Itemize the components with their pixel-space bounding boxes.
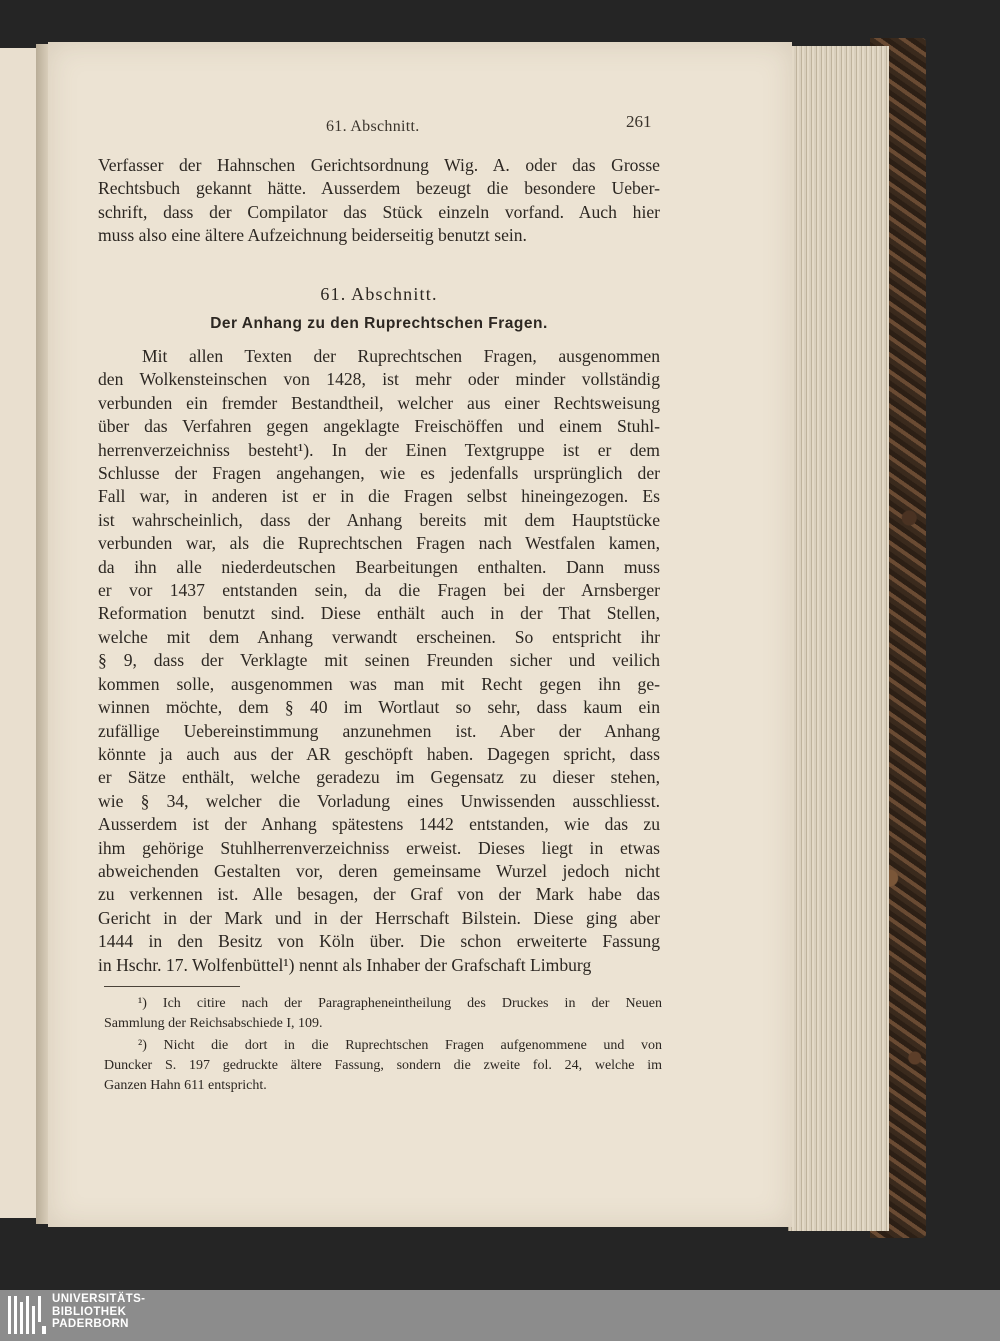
- intro-text: [98, 154, 660, 248]
- text-line: ihm gehörige Stuhlherrenverzeichniss erweist. Dieses liegt in etwas: [98, 837, 660, 858]
- text-line: muss also eine ältere Aufzeichnung beiderseitig benutzt sein.: [98, 225, 527, 246]
- footnote: [104, 994, 662, 1034]
- left-page-edge: [0, 48, 38, 1218]
- section-title: Der Anhang zu den Ruprechtschen Fragen.: [210, 315, 548, 332]
- text-line: ist wahrscheinlich, dass der Anhang bereits mit dem Hauptstücke: [98, 509, 660, 530]
- text-line: abweichenden Gestalten vor, deren gemeinsame Wurzel jedoch nicht: [98, 860, 660, 881]
- text-line: herrenverzeichniss besteht¹). In der Einen Textgruppe ist er dem: [98, 439, 660, 460]
- text-line: verbunden war, als die Ruprechtschen Fragen nach Westfalen kamen,: [98, 533, 660, 554]
- text-line: zufällige Uebereinstimmung anzunehmen ist. Aber der Anhang: [98, 720, 660, 741]
- footnote-divider: [104, 986, 240, 987]
- text-line: Ausserdem ist der Anhang spätestens 1442 entstanden, wie das zu: [98, 814, 660, 835]
- body-text: [98, 345, 660, 977]
- text-line: in Hschr. 17. Wolfenbüttel¹) nennt als Inhaber der Grafschaft Limburg: [98, 954, 592, 975]
- library-name-line-3: PADERBORN: [52, 1318, 129, 1330]
- text-line: da ihn alle niederdeutschen Bearbeitungen enthalten. Dann muss: [98, 556, 660, 577]
- body-paragraph: [98, 345, 660, 977]
- running-head: 61. Abschnitt.: [326, 118, 420, 135]
- text-line: Schlusse der Fragen angehangen, wie es jedenfalls ursprünglich der: [98, 463, 660, 484]
- text-line: kommen solle, ausgenommen was man mit Recht gegen ihn ge-: [98, 673, 660, 694]
- text-line: winnen möchte, dem § 40 im Wortlaut so sehr, dass kaum ein: [98, 697, 660, 718]
- page-edges: [788, 46, 889, 1231]
- text-line: wie § 34, welcher die Vorladung eines Unwissenden ausschliesst.: [98, 790, 660, 811]
- text-line: Mit allen Texten der Ruprechtschen Fragen, ausgenommen: [142, 346, 660, 366]
- section-number: 61. Abschnitt.: [320, 284, 438, 304]
- page-number: 261: [626, 112, 652, 131]
- footnote: [104, 1036, 662, 1096]
- text-line: über das Verfahren gegen angeklagte Freischöffen und einem Stuhl-: [98, 416, 660, 437]
- text-line: § 9, dass der Verklagte mit seinen Freunden sicher und veilich: [98, 650, 660, 671]
- library-name-line-2: BIBLIOTHEK: [52, 1305, 127, 1318]
- text-line: Rechtsbuch gekannt hätte. Ausserdem bezeugt die besondere Ueber-: [98, 178, 660, 199]
- footnote-line: ¹) Ich citire nach der Paragrapheneintheilung des Druckes in der Neuen: [138, 996, 662, 1011]
- text-line: Gericht in der Mark und in der Herrschaft Bilstein. Diese ging aber: [98, 907, 660, 928]
- text-line: zu verkennen ist. Alle besagen, der Graf von der Mark habe das: [98, 884, 660, 905]
- library-footer-bar: [0, 1290, 1000, 1341]
- footnote-line: Duncker S. 197 gedruckte ältere Fassung, sondern die zweite fol. 24, welche im: [104, 1058, 662, 1073]
- library-logo-icon: [8, 1296, 46, 1334]
- intro-paragraph: [98, 154, 660, 248]
- footnotes: [104, 994, 662, 1098]
- text-line: den Wolkensteinschen von 1428, ist mehr oder minder vollständig: [98, 369, 660, 390]
- text-line: 1444 in den Besitz von Köln über. Die schon erweiterte Fassung: [98, 931, 660, 952]
- text-line: Verfasser der Hahnschen Gerichtsordnung Wig. A. oder das Grosse: [98, 155, 660, 175]
- text-line: Reformation benutzt sind. Diese enthält auch in der That Stellen,: [98, 603, 660, 624]
- text-line: schrift, dass der Compilator das Stück einzeln vorfand. Auch hier: [98, 201, 660, 222]
- footnote-line: Sammlung der Reichsabschiede I, 109.: [104, 1016, 323, 1031]
- footnote-line: Ganzen Hahn 611 entspricht.: [104, 1078, 267, 1093]
- text-line: welche mit dem Anhang verwandt erscheinen. So entspricht ihr: [98, 626, 660, 647]
- library-name-line-1: UNIVERSITÄTS-: [52, 1293, 146, 1305]
- text-line: er vor 1437 entstanden sein, da die Fragen bei der Arnsberger: [98, 580, 660, 601]
- text-line: könnte ja auch aus der AR geschöpft haben. Dagegen spricht, dass: [98, 743, 660, 764]
- text-line: Fall war, in anderen ist er in die Fragen selbst hineingezogen. Es: [98, 486, 660, 507]
- text-line: er Sätze enthält, welche geradezu im Gegensatz zu dieser stehen,: [98, 767, 660, 788]
- footnote-line: ²) Nicht die dort in die Ruprechtschen Fragen aufgenommene und von: [138, 1038, 662, 1053]
- library-name: [52, 1293, 145, 1331]
- text-line: verbunden ein fremder Bestandtheil, welcher aus einer Rechtsweisung: [98, 392, 660, 413]
